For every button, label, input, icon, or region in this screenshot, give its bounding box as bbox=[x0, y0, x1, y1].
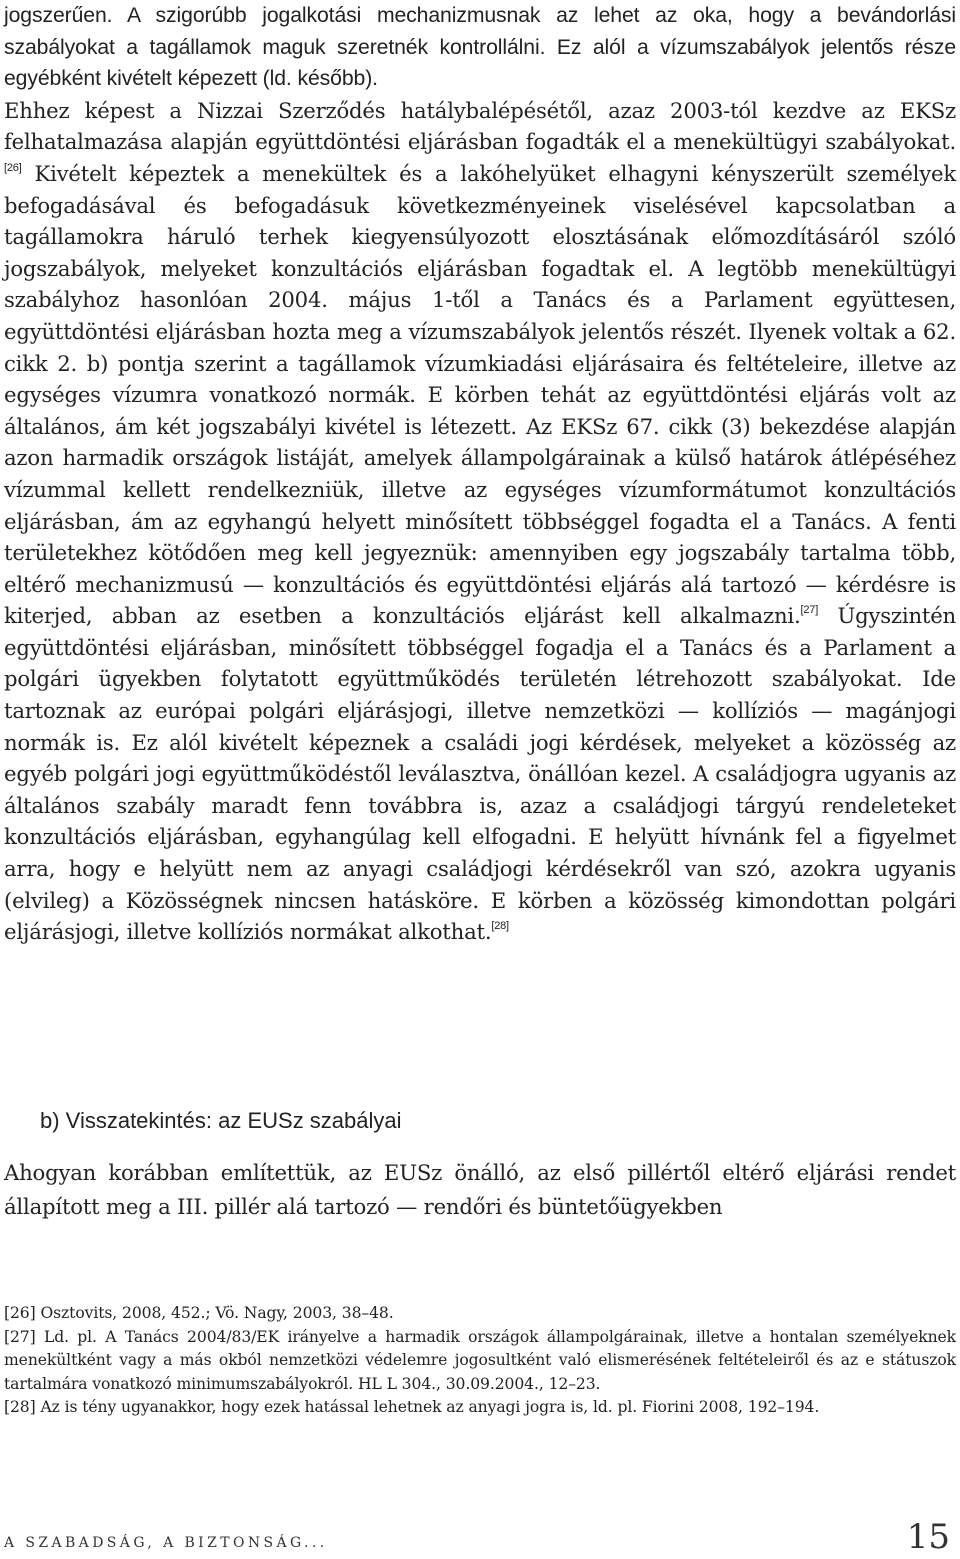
footnote-27: [27] Ld. pl. A Tanács 2004/83/EK irányelve a harmadik országok állampolgárainak, illetve a hontalan személyeknek menekültként vagy a más okból nemzetközi védelemre jogosultként való elismerésének feltételeiről és az e státuszok tartalmára vonatkozó minimumszabályokról. HL L 304., 30.09.2004., 12–23. bbox=[4, 1327, 956, 1393]
main-paragraph bbox=[4, 95, 956, 948]
section-subheading: b) Visszatekintés: az EUSz szabályai bbox=[40, 1108, 402, 1133]
footnotes bbox=[4, 1302, 956, 1420]
page-footer bbox=[4, 1517, 954, 1557]
document-page bbox=[4, 0, 956, 948]
footnote-ref-28[interactable]: [28] bbox=[491, 920, 509, 933]
footnote-ref-27[interactable]: [27] bbox=[800, 604, 819, 617]
running-title: A SZABADSÁG, A BIZTONSÁG... bbox=[4, 1535, 328, 1551]
main-text-part-2: Kivételt képeztek a menekültek és a lakóhelyüket elhagyni kényszerült személyek befogadásával és befogadásuk következményeinek viselésével kapcsolatban a tagállamokra háruló terhek kiegyensúlyozott elosztásának előmozdításáról szóló jogszabályok, melyeket konzultációs eljárásban fogadtak el. A legtöbb menekültügyi szabályhoz hasonlóan 2004. május 1-től a Tanács és a Parlament együttesen, együttdöntési eljárásban hozta meg a vízumszabályok jelentős részét. Ilyenek voltak a 62. cikk 2. b) pontja szerint a tagállamok vízumkiadási eljárásaira és feltételeire, illetve az egységes vízumra vonatkozó normák. E körben tehát az együttdöntési eljárás volt az általános, ám két jogszabályi kivétel is létezett. Az EKSz 67. cikk (3) bekezdése alapján azon harmadik országok listáját, amelyek állampolgárainak a külső határok átlépéséhez vízummal kellett rendelkezniük, illetve az egységes vízumformátumot konzultációs eljárásban, ám az egyhangú helyett minősített többséggel fogadta el a Tanács. A fenti területekhez kötődően meg kell jegyeznük: amennyiben egy jogszabály tartalma több, eltérő mechanizmusú — konzultációs és együttdöntési eljárás alá tartozó — kérdésre is kiterjed, abban az esetben a konzultációs eljárást kell alkalmazni. bbox=[4, 160, 956, 629]
footnote-28: [28] Az is tény ugyanakkor, hogy ezek hatással lehetnek az anyagi jogra is, ld. pl. Fiorini 2008, 192–194. bbox=[4, 1398, 820, 1417]
main-text-part-3: Úgyszintén együttdöntési eljárásban, minősített többséggel fogadja el a Tanács és a Parlament a polgári ügyekben folytatott együttműködés területén létrehozott szabályokat. Ide tartoznak az európai polgári eljárásjogi, illetve nemzetközi — kollíziós — magánjogi normák is. Ez alól kivételt képeznek a családi jogi kérdések, melyeket a közösség az egyéb polgári jogi együttműködéstől leválasztva, önállóan kezel. A családjogra ugyanis az általános szabály maradt fenn továbbra is, azaz a családjogi tárgyú rendeleteket konzultációs eljárásban, egyhangúlag kell elfogadni. E helyütt hívnánk fel a figyelmet arra, hogy e helyütt nem az anyagi családjogi kérdésekről van szó, azokra ugyanis (elvileg) a Közösségnek nincsen hatásköre. E körben a közösség kimondottan polgári eljárásjogi, illetve kollíziós normákat alkothat. bbox=[4, 603, 956, 945]
footnote-ref-26[interactable]: [26] bbox=[4, 161, 22, 174]
page-number: 15 bbox=[906, 1517, 950, 1557]
section-b-paragraph: Ahogyan korábban említettük, az EUSz önálló, az első pillértől eltérő eljárási rendet állapított meg a III. pillér alá tartozó — rendőri és büntetőügyekben bbox=[4, 1160, 956, 1219]
footnote-26: [26] Osztovits, 2008, 452.; Vö. Nagy, 2003, 38–48. bbox=[4, 1304, 394, 1322]
intro-paragraph: jogszerűen. A szigorúbb jogalkotási mechanizmusnak az lehet az oka, hogy a bevándorlási szabályokat a tagállamok maguk szeretnék kontrollálni. Ez alól a vízumszabályok jelentős része egyébként kivételt képezett (ld. később). bbox=[4, 4, 956, 91]
main-text-part-1: Ehhez képest a Nizzai Szerződés hatálybalépésétől, azaz 2003-tól kezdve az EKSz felhatalmazása alapján együttdöntési eljárásban fogadták el a menekültügyi szabályokat. bbox=[4, 97, 956, 155]
